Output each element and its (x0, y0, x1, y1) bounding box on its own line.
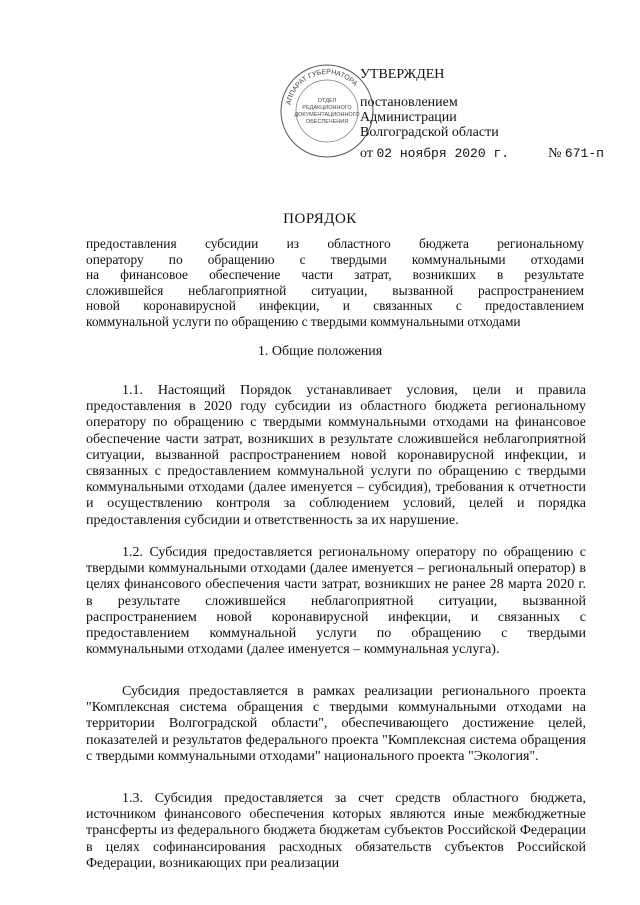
stamp-line: РЕДАКЦИОННОГО (302, 105, 352, 111)
paragraph-1-3: 1.3. Субсидия предоставляется за счет средств областного бюджета, источником финансового обеспечения которых являются иные межбюджетные трансферты из федерального бюджета бюджетам субъектов Российской Федерации в целях софинансирования расходных обязательств субъектов Российской Федерации, возникающих при реализации (86, 791, 586, 871)
section-title: 1. Общие положения (257, 344, 383, 359)
resolution-line: Волгоградской области (360, 125, 499, 140)
resolution-line: постановлением (360, 95, 458, 110)
document-title: ПОРЯДОК (283, 211, 357, 227)
subtitle-line: предоставления субсидии из областного бюджета региональному (86, 236, 584, 251)
approved-label: УТВЕРЖДЕН (360, 67, 445, 82)
subtitle-line: новой коронавирусной инфекции, и связанных с предоставлением (86, 298, 584, 314)
stamp-line: ОТДЕЛ (317, 98, 337, 104)
stamp-arc-text: АППАРАТ ГУБЕРНАТОРА (285, 68, 359, 106)
resolution-date-line (360, 146, 610, 162)
subtitle-line: на финансовое обеспечение части затрат, возникших в результате (86, 267, 584, 283)
subtitle-line: оператору по обращению с твердыми коммунальными отходами (86, 251, 584, 267)
paragraph-1-2: 1.2. Субсидия предоставляется региональному оператору по обращению с твердыми коммунальными отходами (далее именуется – региональный оператор) в целях финансового обеспечения части затрат, возникших не ранее 28 марта 2020 г. в результате сложившейся неблагоприятной ситуации, вызванной распространением новой коронавирусной инфекции, и связанных с предоставлением коммунальной услуги по обращению с твердыми коммунальными отходами (далее именуется – коммунальная услуга). (86, 545, 586, 658)
paragraph-1-1: 1.1. Настоящий Порядок устанавливает условия, цели и правила предоставления в 2020 году субсидии из областного бюджета региональному оператору по обращению с твердыми коммунальными отходами на финансовое обеспечение части затрат, возникших в результате сложившейся неблагоприятной ситуации, вызванной распространением новой коронавирусной инфекции, и связанных с предоставлением коммунальной услуги по обращению с твердыми коммунальными отходами (далее именуется – субсидия), требования к отчетности и осуществлению контроля за соблюдением условий, целей и порядка предоставления субсидии и ответственность за их нарушение. (86, 383, 586, 528)
document-subtitle (86, 236, 584, 330)
resolution-number: 671-п (564, 146, 604, 161)
resolution-line: Администрации (360, 110, 457, 125)
subtitle-line: сложившейся неблагоприятной ситуации, вызванной распространением (86, 282, 584, 298)
stamp-line: ДОКУМЕНТАЦИОННОГО (294, 112, 360, 118)
date-prefix: от (360, 146, 373, 161)
paragraph-subsidy-project: Субсидия предоставляется в рамках реализации регионального проекта "Комплексная система обращения с твердыми коммунальными отходами на территории Волгоградской области", обеспечивающего достижение целей, показателей и результатов федерального проекта "Комплексная система обращения с твердыми коммунальными отходами" национального проекта "Экология". (86, 684, 586, 764)
stamp-line: ОБЕСПЕЧЕНИЯ (305, 119, 349, 125)
number-prefix: № (548, 146, 562, 161)
subtitle-line: коммунальной услуги по обращению с твердыми коммунальными отходами (86, 313, 521, 329)
resolution-date: 02 ноября 2020 г. (376, 146, 510, 161)
